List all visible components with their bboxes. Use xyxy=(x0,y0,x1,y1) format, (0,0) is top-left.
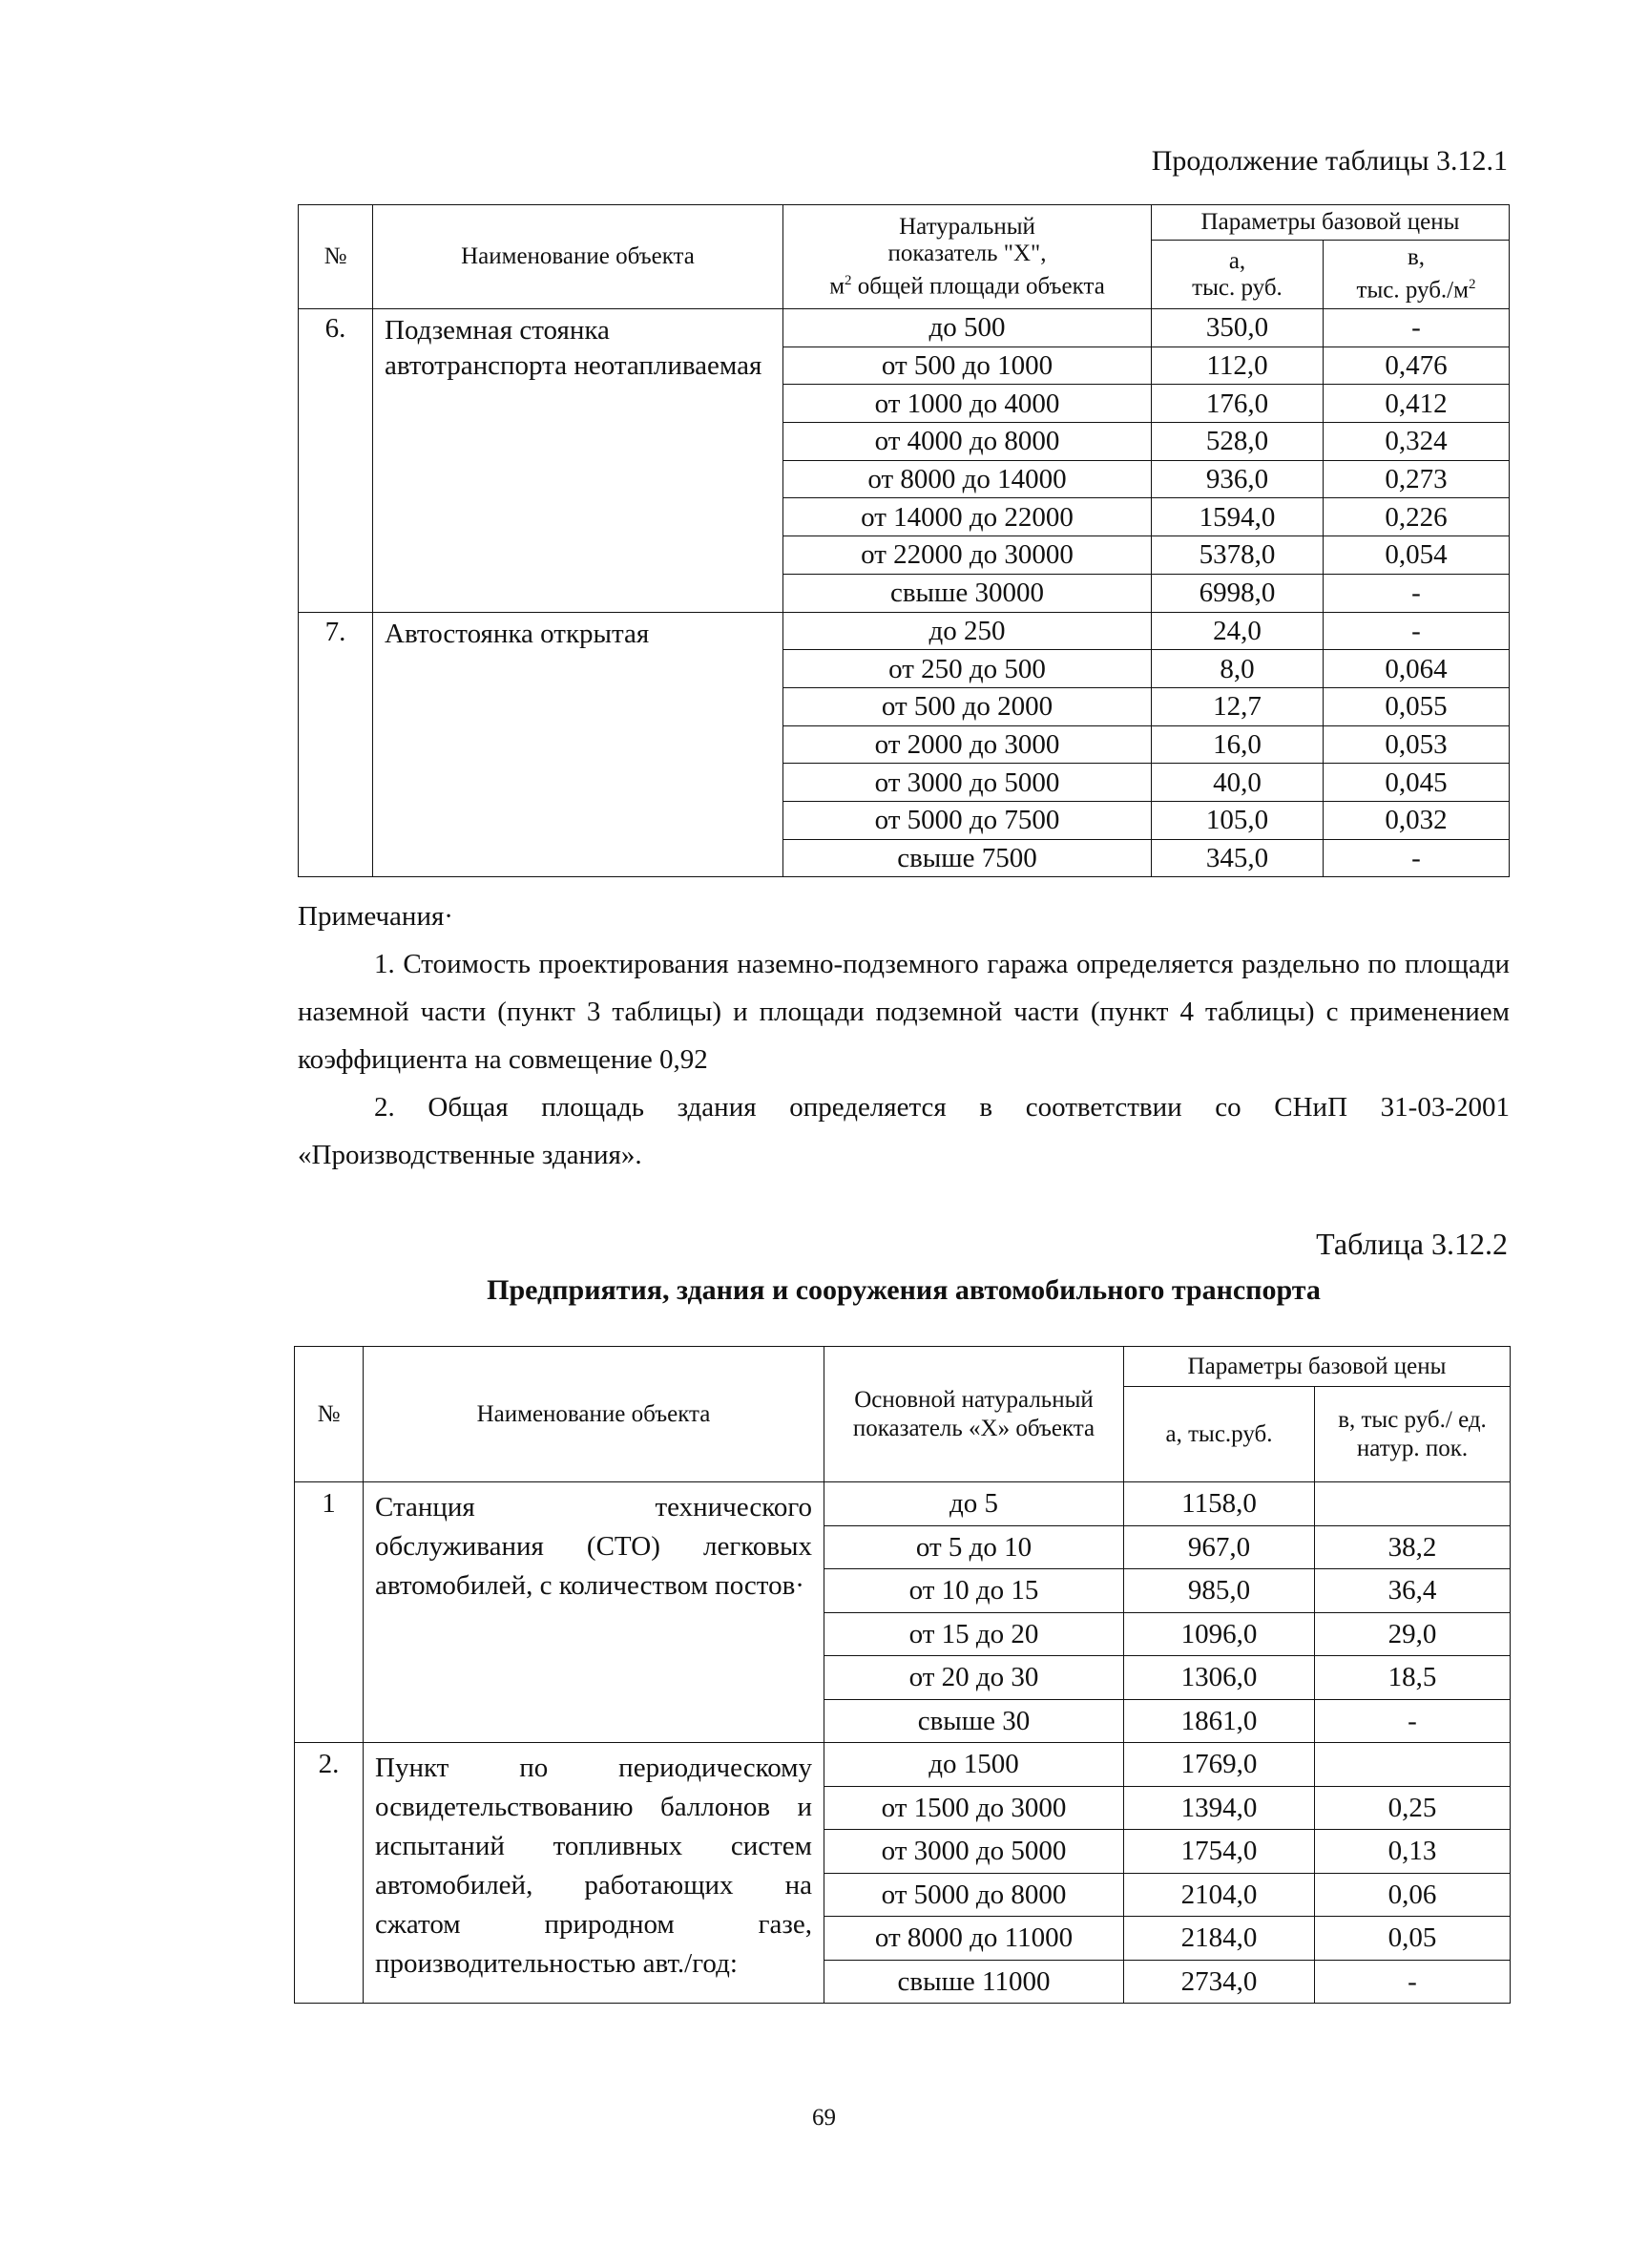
t2-header-b: в, тыс руб./ ед. натур. пок. xyxy=(1315,1387,1511,1482)
header-params: Параметры базовой цены xyxy=(1152,205,1510,241)
t2-header-a: а, тыс.руб. xyxy=(1124,1387,1315,1482)
t1-price-a: 350,0 xyxy=(1152,309,1324,347)
t1-price-a: 5378,0 xyxy=(1152,536,1324,575)
t2-indicator-range: до 1500 xyxy=(824,1743,1124,1787)
t1-price-a: 40,0 xyxy=(1152,764,1324,802)
t2-price-a: 1306,0 xyxy=(1124,1656,1315,1700)
t2-header-params: Параметры базовой цены xyxy=(1124,1347,1511,1387)
t1-price-b: 0,324 xyxy=(1324,423,1510,461)
t1-price-b: - xyxy=(1324,574,1510,612)
t2-price-b: 18,5 xyxy=(1315,1656,1511,1700)
table-3-12-2 xyxy=(294,1346,1511,2004)
t1-price-b: 0,032 xyxy=(1324,801,1510,839)
table-row xyxy=(299,309,1510,347)
t1-price-b: 0,412 xyxy=(1324,385,1510,423)
t2-price-b: 0,05 xyxy=(1315,1917,1511,1961)
t2-price-b: 38,2 xyxy=(1315,1525,1511,1569)
t2-price-a: 1394,0 xyxy=(1124,1786,1315,1830)
continuation-title: Продолжение таблицы 3.12.1 xyxy=(1151,145,1508,177)
t1-price-a: 345,0 xyxy=(1152,839,1324,877)
t2-price-a: 1158,0 xyxy=(1124,1482,1315,1526)
table-3-12-1-continuation xyxy=(298,204,1510,877)
t1-price-a: 6998,0 xyxy=(1152,574,1324,612)
t1-indicator-range: от 3000 до 5000 xyxy=(783,764,1152,802)
t2-price-a: 1754,0 xyxy=(1124,1830,1315,1874)
t1-price-b: - xyxy=(1324,839,1510,877)
t1-price-a: 8,0 xyxy=(1152,650,1324,688)
t1-indicator-range: от 8000 до 14000 xyxy=(783,460,1152,498)
t2-indicator-range: от 10 до 15 xyxy=(824,1569,1124,1613)
note-2: 2. Общая площадь здания определяется в соответствии со СНиП 31-03-2001 «Производственные здания». xyxy=(298,1092,1510,1170)
t2-group-number: 1 xyxy=(295,1482,364,1743)
t1-price-a: 12,7 xyxy=(1152,687,1324,725)
t1-indicator-range: от 250 до 500 xyxy=(783,650,1152,688)
t1-indicator-range: от 500 до 1000 xyxy=(783,346,1152,385)
t2-indicator-range: свыше 11000 xyxy=(824,1960,1124,2004)
table2-heading: Предприятия, здания и сооружения автомобильного транспорта xyxy=(487,1274,1321,1306)
t1-indicator-range: до 250 xyxy=(783,612,1152,650)
t1-indicator-range: от 4000 до 8000 xyxy=(783,423,1152,461)
t2-price-b xyxy=(1315,1743,1511,1787)
t2-price-b xyxy=(1315,1482,1511,1526)
t2-object-name: Пункт по периодическому освидетельствованию баллонов и испытаний топливных систем автомобилей, работающих на сжатом природном газе, производительностью авт./год: xyxy=(364,1743,824,2004)
t2-price-b: 36,4 xyxy=(1315,1569,1511,1613)
t2-price-a: 1769,0 xyxy=(1124,1743,1315,1787)
t1-price-b: 0,054 xyxy=(1324,536,1510,575)
t1-group-number: 6. xyxy=(299,309,373,613)
t2-header-name: Наименование объекта xyxy=(364,1347,824,1482)
t2-indicator-range: от 5 до 10 xyxy=(824,1525,1124,1569)
table-row xyxy=(299,612,1510,650)
t1-indicator-range: свыше 7500 xyxy=(783,839,1152,877)
t1-price-b: - xyxy=(1324,612,1510,650)
t2-price-b: 0,25 xyxy=(1315,1786,1511,1830)
t1-indicator-range: от 1000 до 4000 xyxy=(783,385,1152,423)
t2-indicator-range: от 5000 до 8000 xyxy=(824,1873,1124,1917)
t1-price-b: 0,064 xyxy=(1324,650,1510,688)
t1-indicator-range: до 500 xyxy=(783,309,1152,347)
notes-title: Примечания· xyxy=(298,901,453,932)
t2-indicator-range: от 1500 до 3000 xyxy=(824,1786,1124,1830)
t1-object-name: Подземная стоянка автотранспорта неотапливаемая xyxy=(373,309,783,613)
t1-price-a: 1594,0 xyxy=(1152,498,1324,536)
t2-price-b: - xyxy=(1315,1699,1511,1743)
t1-price-b: 0,226 xyxy=(1324,498,1510,536)
t2-price-a: 1861,0 xyxy=(1124,1699,1315,1743)
t2-indicator-range: до 5 xyxy=(824,1482,1124,1526)
t1-indicator-range: от 500 до 2000 xyxy=(783,687,1152,725)
header-name: Наименование объекта xyxy=(373,205,783,309)
t1-price-a: 936,0 xyxy=(1152,460,1324,498)
t2-indicator-range: от 8000 до 11000 xyxy=(824,1917,1124,1961)
t2-indicator-range: свыше 30 xyxy=(824,1699,1124,1743)
t2-object-name: Станция технического обслуживания (СТО) легковых автомобилей, с количеством постов· xyxy=(364,1482,824,1743)
header-a: а, тыс. руб. xyxy=(1152,241,1324,309)
t1-price-a: 528,0 xyxy=(1152,423,1324,461)
t2-group-number: 2. xyxy=(295,1743,364,2004)
t2-price-a: 1096,0 xyxy=(1124,1612,1315,1656)
t2-indicator-range: от 15 до 20 xyxy=(824,1612,1124,1656)
t2-price-a: 967,0 xyxy=(1124,1525,1315,1569)
t1-price-b: 0,055 xyxy=(1324,687,1510,725)
note-1: 1. Стоимость проектирования наземно-подземного гаража определяется раздельно по площади наземной части (пункт 3 таблицы) и площади подземной части (пункт 4 таблицы) с применением коэффициента на совмещение 0,92 xyxy=(298,949,1510,1075)
t1-price-a: 16,0 xyxy=(1152,725,1324,764)
page-number: 69 xyxy=(812,2105,836,2131)
t2-price-a: 2734,0 xyxy=(1124,1960,1315,2004)
t1-price-b: - xyxy=(1324,309,1510,347)
t1-indicator-range: от 5000 до 7500 xyxy=(783,801,1152,839)
t1-object-name: Автостоянка открытая xyxy=(373,612,783,877)
t1-price-b: 0,273 xyxy=(1324,460,1510,498)
header-num: № xyxy=(299,205,373,309)
t1-price-a: 105,0 xyxy=(1152,801,1324,839)
t2-price-b: - xyxy=(1315,1960,1511,2004)
t1-price-b: 0,476 xyxy=(1324,346,1510,385)
t1-price-b: 0,045 xyxy=(1324,764,1510,802)
t2-price-a: 2104,0 xyxy=(1124,1873,1315,1917)
table-row xyxy=(295,1482,1511,1526)
t1-indicator-range: от 14000 до 22000 xyxy=(783,498,1152,536)
t1-indicator-range: от 22000 до 30000 xyxy=(783,536,1152,575)
t1-price-b: 0,053 xyxy=(1324,725,1510,764)
t1-price-a: 112,0 xyxy=(1152,346,1324,385)
t2-header-num: № xyxy=(295,1347,364,1482)
t2-indicator-range: от 3000 до 5000 xyxy=(824,1830,1124,1874)
header-b: в, тыс. $руб./м^2$ xyxy=(1324,241,1510,309)
t2-price-a: 985,0 xyxy=(1124,1569,1315,1613)
table-row xyxy=(295,1743,1511,1787)
t2-price-b: 0,13 xyxy=(1315,1830,1511,1874)
table2-label: Таблица 3.12.2 xyxy=(1316,1227,1508,1261)
t2-price-b: 0,06 xyxy=(1315,1873,1511,1917)
t2-price-b: 29,0 xyxy=(1315,1612,1511,1656)
t1-price-a: 24,0 xyxy=(1152,612,1324,650)
t2-header-indicator: Основной натуральный показатель «Х» объекта xyxy=(824,1347,1124,1482)
header-indicator: Натуральный показатель "Х", $м^2$ общей площади объекта xyxy=(783,205,1152,309)
t1-group-number: 7. xyxy=(299,612,373,877)
t2-indicator-range: от 20 до 30 xyxy=(824,1656,1124,1700)
t1-indicator-range: свыше 30000 xyxy=(783,574,1152,612)
t1-indicator-range: от 2000 до 3000 xyxy=(783,725,1152,764)
t1-price-a: 176,0 xyxy=(1152,385,1324,423)
t2-price-a: 2184,0 xyxy=(1124,1917,1315,1961)
